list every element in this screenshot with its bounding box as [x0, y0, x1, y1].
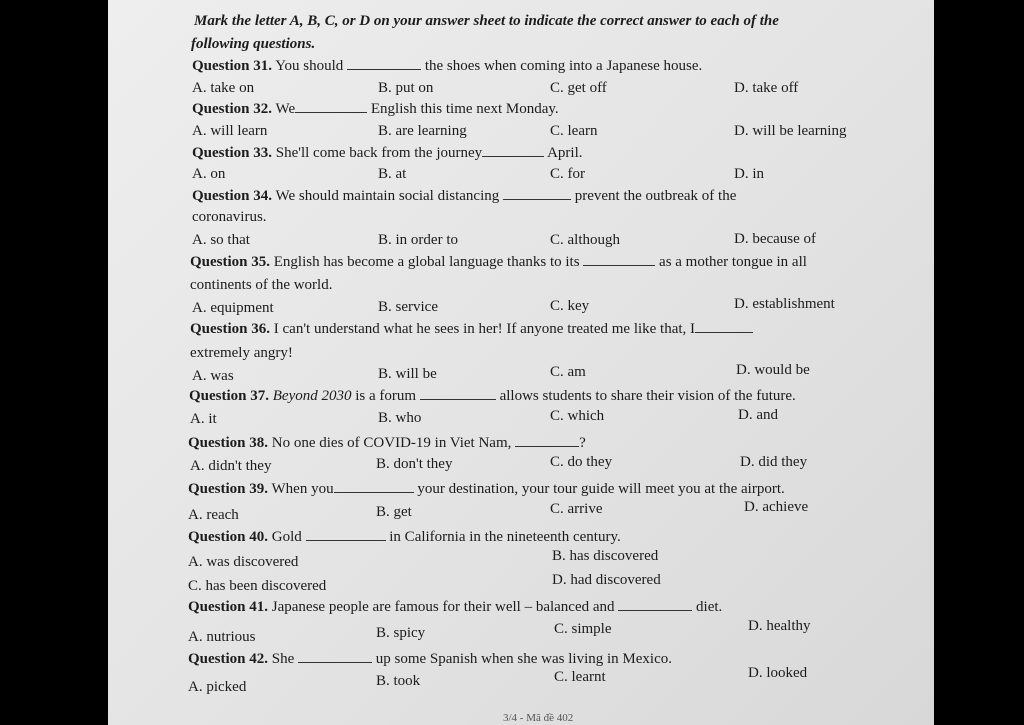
option-b[interactable]: B. put on — [378, 80, 434, 96]
question-number: Question 34. — [192, 188, 273, 204]
option-b[interactable]: B. will be — [378, 366, 437, 382]
instruction-line-2: following questions. — [191, 36, 316, 52]
question-text: She — [271, 651, 295, 667]
question-36 — [190, 320, 753, 338]
question-text: prevent the outbreak of the — [574, 188, 737, 204]
option-d[interactable]: D. looked — [748, 665, 808, 681]
option-a[interactable]: A. on — [192, 166, 226, 182]
question-text: No one dies of COVID-19 in Viet Nam, — [271, 435, 512, 451]
question-number: Question 31. — [192, 58, 273, 74]
question-text: the shoes when coming into a Japanese house. — [424, 58, 703, 74]
forum-title: Beyond 2030 — [272, 388, 352, 404]
option-a[interactable]: A. nutrious — [188, 629, 256, 645]
question-number: Question 41. — [188, 599, 269, 615]
option-d[interactable]: D. and — [738, 407, 778, 423]
question-text: I can't understand what he sees in her! If anyone treated me like that, I — [273, 321, 696, 337]
option-c[interactable]: C. learn — [550, 123, 598, 139]
question-37 — [189, 387, 796, 405]
option-b[interactable]: B. don't they — [376, 456, 453, 472]
question-number: Question 36. — [190, 321, 271, 337]
answer-blank — [482, 144, 544, 157]
option-d[interactable]: D. because of — [734, 231, 817, 247]
question-text: We — [275, 101, 296, 117]
question-number: Question 32. — [192, 101, 273, 117]
option-a[interactable]: A. was discovered — [188, 554, 299, 570]
option-c[interactable]: C. do they — [550, 454, 613, 470]
question-text: Gold — [271, 529, 302, 545]
option-a[interactable]: A. reach — [188, 507, 239, 523]
question-text: up some Spanish when she was living in Mexico. — [375, 651, 672, 667]
option-a[interactable]: A. was — [192, 368, 234, 384]
option-c[interactable]: C. get off — [550, 80, 607, 96]
answer-blank — [298, 650, 372, 663]
option-d[interactable]: D. establishment — [734, 296, 835, 312]
option-a[interactable]: A. so that — [192, 232, 250, 248]
answer-blank — [295, 100, 367, 113]
option-b[interactable]: B. are learning — [378, 123, 467, 139]
question-41 — [188, 598, 722, 616]
question-text: as a mother tongue in all — [659, 254, 807, 270]
question-text: diet. — [696, 599, 723, 615]
question-number: Question 37. — [189, 388, 270, 404]
option-b[interactable]: B. who — [378, 410, 422, 426]
option-d[interactable]: D. had discovered — [552, 572, 661, 588]
question-number: Question 42. — [188, 651, 269, 667]
option-c[interactable]: C. which — [550, 408, 605, 424]
question-31 — [192, 57, 702, 75]
question-text: We should maintain social distancing — [275, 188, 500, 204]
answer-blank — [503, 187, 571, 200]
question-text: You should — [275, 58, 344, 74]
answer-blank — [306, 528, 386, 541]
answer-blank — [334, 480, 414, 493]
option-d[interactable]: D. healthy — [748, 618, 811, 634]
option-d[interactable]: D. will be learning — [734, 123, 847, 139]
answer-blank — [618, 598, 692, 611]
question-text: She'll come back from the journey — [275, 145, 483, 161]
option-a[interactable]: A. equipment — [192, 300, 274, 316]
question-continuation: continents of the world. — [190, 277, 333, 293]
option-b[interactable]: B. has discovered — [552, 548, 659, 564]
question-42 — [188, 650, 672, 668]
option-c[interactable]: C. am — [550, 364, 586, 380]
question-text: is a forum — [355, 388, 417, 404]
page-number: 3/4 - Mã đề 402 — [503, 712, 574, 724]
option-b[interactable]: B. service — [378, 299, 438, 315]
question-32 — [192, 100, 559, 118]
question-number: Question 33. — [192, 145, 273, 161]
exam-paper — [108, 0, 934, 725]
question-text: When you — [271, 481, 334, 497]
option-b[interactable]: B. took — [376, 673, 421, 689]
option-d[interactable]: D. would be — [736, 362, 810, 378]
question-text: your destination, your tour guide will meet you at the airport. — [417, 481, 785, 497]
option-a[interactable]: A. picked — [188, 679, 247, 695]
option-b[interactable]: B. at — [378, 166, 407, 182]
answer-blank — [515, 434, 579, 447]
option-b[interactable]: B. in order to — [378, 232, 458, 248]
option-d[interactable]: D. in — [734, 166, 764, 182]
question-number: Question 35. — [190, 254, 271, 270]
option-c[interactable]: C. learnt — [554, 669, 606, 685]
question-40 — [188, 528, 621, 546]
option-c[interactable]: C. although — [550, 232, 620, 248]
question-number: Question 38. — [188, 435, 269, 451]
question-33 — [192, 144, 583, 162]
option-c[interactable]: C. arrive — [550, 501, 603, 517]
option-b[interactable]: B. get — [376, 504, 412, 520]
answer-blank — [695, 320, 753, 333]
question-number: Question 40. — [188, 529, 269, 545]
option-a[interactable]: A. will learn — [192, 123, 268, 139]
question-text: in California in the nineteenth century. — [389, 529, 621, 545]
answer-blank — [347, 57, 421, 70]
question-text: English has become a global language thanks to its — [273, 254, 580, 270]
option-a[interactable]: A. didn't they — [190, 458, 272, 474]
question-text: allows students to share their vision of the future. — [499, 388, 796, 404]
answer-blank — [583, 253, 655, 266]
question-text: Japanese people are famous for their well – balanced and — [271, 599, 615, 615]
answer-blank — [420, 387, 496, 400]
question-text: April. — [547, 145, 583, 161]
question-number: Question 39. — [188, 481, 269, 497]
option-c[interactable]: C. has been discovered — [188, 578, 327, 594]
option-d[interactable]: D. achieve — [744, 499, 809, 515]
option-d[interactable]: D. take off — [734, 80, 799, 96]
option-a[interactable]: A. take on — [192, 80, 255, 96]
option-c[interactable]: C. for — [550, 166, 585, 182]
option-d[interactable]: D. did they — [740, 454, 808, 470]
option-c[interactable]: C. key — [550, 298, 590, 314]
question-text: ? — [579, 435, 586, 451]
question-35 — [190, 253, 807, 271]
question-34 — [192, 187, 736, 205]
instruction-line-1: Mark the letter A, B, C, or D on your answer sheet to indicate the correct answer to each of the — [194, 13, 779, 29]
question-continuation: extremely angry! — [190, 345, 293, 361]
option-a[interactable]: A. it — [190, 411, 217, 427]
question-39 — [188, 480, 785, 498]
option-b[interactable]: B. spicy — [376, 625, 426, 641]
question-continuation: coronavirus. — [192, 209, 267, 225]
question-38 — [188, 434, 586, 452]
option-c[interactable]: C. simple — [554, 621, 612, 637]
question-text: English this time next Monday. — [370, 101, 559, 117]
